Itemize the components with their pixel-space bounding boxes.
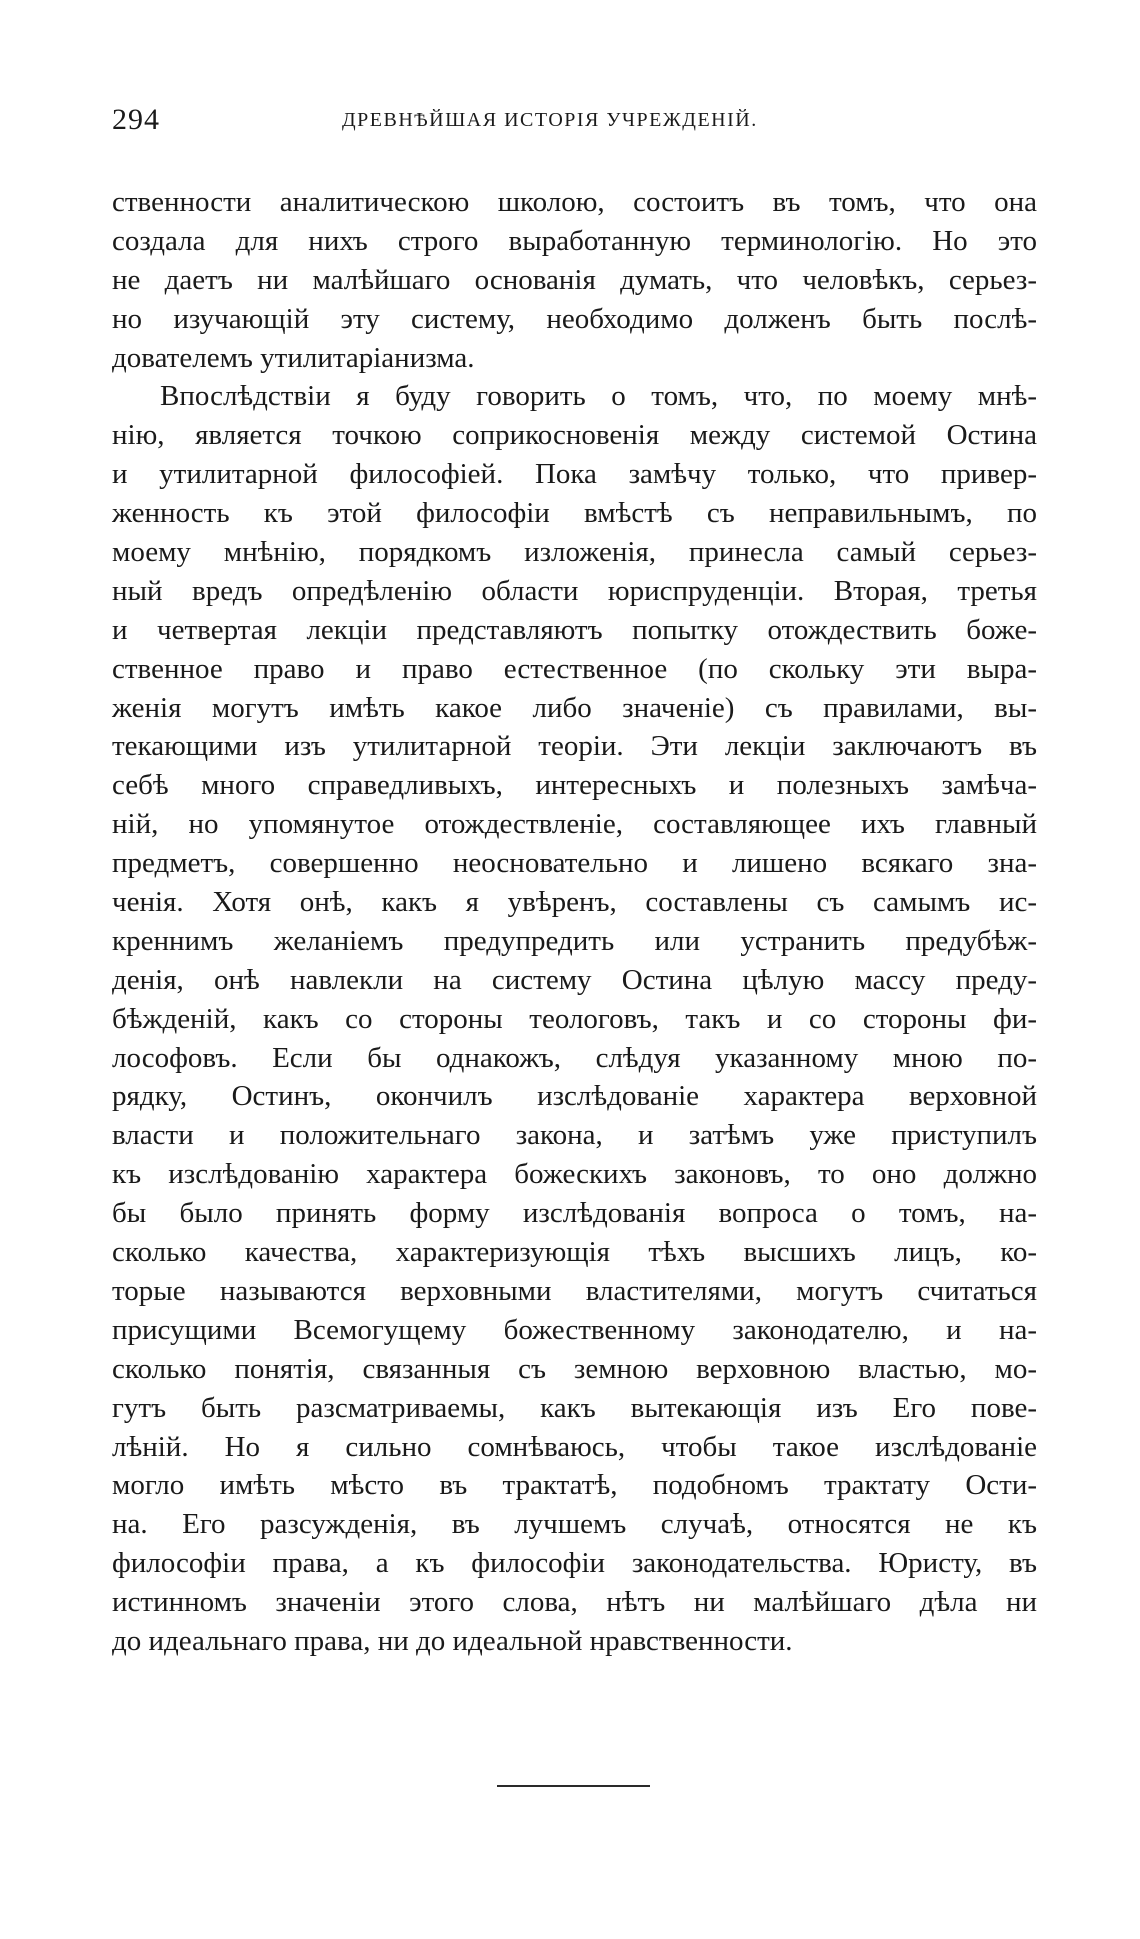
text-line: себѣ много справедливыхъ, интересныхъ и полезныхъ замѣча- [112, 769, 1037, 802]
text-line: философіи права, а къ философіи законодательства. Юристу, въ [112, 1547, 1037, 1580]
text-line: но изучающій эту систему, необходимо долженъ быть послѣ- [112, 302, 1037, 335]
text-line: ній, но упомянутое отождествленіе, составляющее ихъ главный [112, 808, 1037, 841]
text-line: моему мнѣнію, порядкомъ изложенія, принесла самый серьез- [112, 536, 1037, 569]
text-line: на. Его разсужденія, въ лучшемъ случаѣ, относятся не къ [112, 1508, 1037, 1541]
text-line: и четвертая лекціи представляютъ попытку отождествить боже- [112, 613, 1037, 646]
text-line: нію, является точкою соприкосновенія между системой Остина [112, 419, 1037, 452]
text-line: дователемъ утилитаріанизма. [112, 341, 475, 374]
text-line: гутъ быть разсматриваемы, какъ вытекающія изъ Его пове- [112, 1391, 1037, 1424]
text-line: власти и положительнаго закона, и затѣмъ уже приступилъ [112, 1119, 1037, 1152]
end-rule [497, 1785, 650, 1787]
text-line: текающими изъ утилитарной теоріи. Эти лекціи заключаютъ въ [112, 730, 1037, 763]
text-line: бѣжденій, какъ со стороны теологовъ, такъ и со стороны фи- [112, 1002, 1037, 1035]
text-line: присущими Всемогущему божественному законодателю, и на- [112, 1313, 1037, 1346]
text-line: могло имѣть мѣсто въ трактатѣ, подобномъ трактату Ости- [112, 1469, 1037, 1502]
page-number: 294 [112, 103, 160, 136]
text-line: ченія. Хотя онѣ, какъ я увѣренъ, составлены съ самымъ ис- [112, 886, 1037, 919]
running-title: ДРЕВНѢЙШАЯ ИСТОРІЯ УЧРЕЖДЕНІЙ. [342, 109, 758, 131]
paragraph [112, 183, 1037, 377]
text-line: креннимъ желаніемъ предупредить или устранить предубѣж- [112, 924, 1037, 957]
text-line: и утилитарной философіей. Пока замѣчу только, что привер- [112, 458, 1037, 491]
text-line: сколько понятія, связанныя съ земною верховною властью, мо- [112, 1352, 1037, 1385]
text-line: ственное право и право естественное (по скольку эти выра- [112, 652, 1037, 685]
text-line: денія, онѣ навлекли на систему Остина цѣлую массу преду- [112, 963, 1037, 996]
text-line: ный вредъ опредѣленію области юриспруденціи. Вторая, третья [112, 574, 1037, 607]
text-line: сколько качества, характеризующія тѣхъ высшихъ лицъ, ко- [112, 1236, 1037, 1269]
body-text [112, 183, 1037, 1661]
text-line: Впослѣдствіи я буду говорить о томъ, что, по моему мнѣ- [160, 380, 1037, 413]
text-line: лософовъ. Если бы однакожъ, слѣдуя указанному мною по- [112, 1041, 1037, 1074]
page-header [112, 103, 812, 143]
text-line: лѣній. Но я сильно сомнѣваюсь, чтобы такое изслѣдованіе [112, 1430, 1037, 1463]
paragraph [112, 377, 1037, 1660]
text-line: женія могутъ имѣть какое либо значеніе) съ правилами, вы- [112, 691, 1037, 724]
text-line: женность къ этой философіи вмѣстѣ съ неправильнымъ, по [112, 497, 1037, 530]
text-line: истинномъ значеніи этого слова, нѣтъ ни малѣйшаго дѣла ни [112, 1586, 1037, 1619]
text-line: до идеальнаго права, ни до идеальной нравственности. [112, 1624, 793, 1657]
text-line: предметъ, совершенно неосновательно и лишено всякаго зна- [112, 847, 1037, 880]
text-line: торые называются верховными властителями, могутъ считаться [112, 1274, 1037, 1307]
text-line: создала для нихъ строго выработанную терминологію. Но это [112, 224, 1037, 257]
text-line: рядку, Остинъ, окончилъ изслѣдованіе характера верховной [112, 1080, 1037, 1113]
text-line: къ изслѣдованію характера божескихъ законовъ, то оно должно [112, 1158, 1037, 1191]
text-line: бы было принять форму изслѣдованія вопроса о томъ, на- [112, 1197, 1037, 1230]
text-line: ственности аналитическою школою, состоитъ въ томъ, что она [112, 186, 1037, 218]
text-line: не даетъ ни малѣйшаго основанія думать, что человѣкъ, серьез- [112, 263, 1037, 296]
